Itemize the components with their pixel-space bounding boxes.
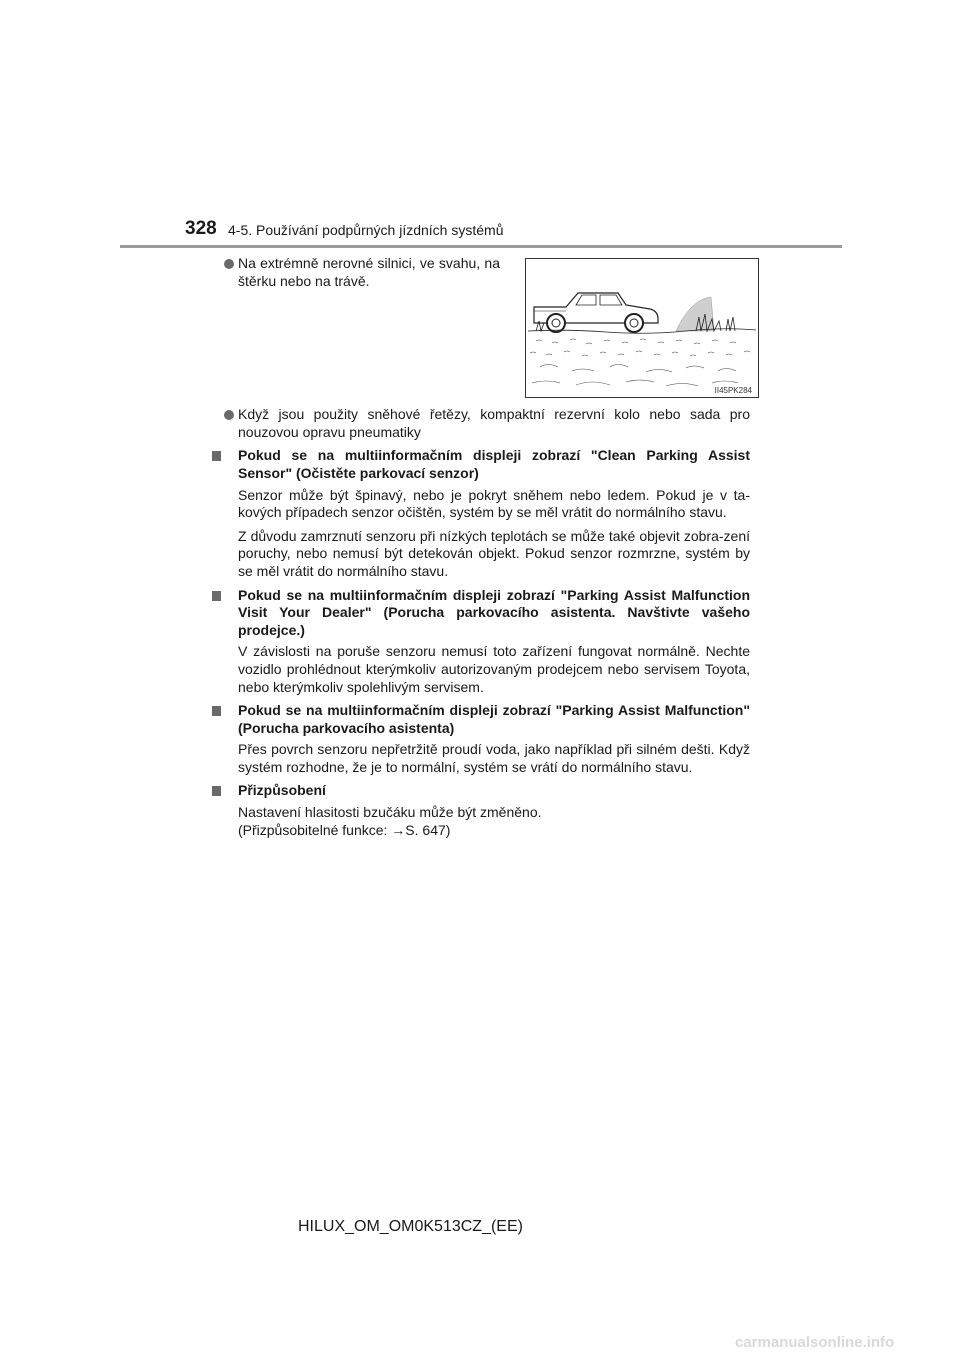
- customization-reference-link[interactable]: (Přizpůsobitelné funkce: →S. 647): [238, 821, 451, 838]
- square-bullet-icon: [212, 706, 221, 716]
- document-code: HILUX_OM_OM0K513CZ_(EE): [298, 1218, 523, 1235]
- bullet-icon: [224, 410, 234, 420]
- section-heading: Přizpůsobení: [238, 782, 326, 799]
- bullet-text: Když jsou použity sněhové řetězy, kompaktní rezervní kolo nebo sada pro nouzovou opravu pneumatiky: [238, 406, 750, 440]
- section-malfunction-visit-dealer: [210, 587, 750, 697]
- illustration-code: II45PK284: [714, 386, 752, 395]
- bullet-item: [210, 406, 750, 441]
- section-customization: [210, 782, 750, 839]
- section-paragraph: Senzor může být špinavý, nebo je pokryt sněhem nebo ledem. Pokud je v ta-kových případech senzor očištěn, systém by se měl vrátit do normálního stavu.: [238, 486, 750, 521]
- square-bullet-icon: [212, 786, 221, 796]
- bullet-icon: [224, 259, 234, 269]
- section-heading: Pokud se na multiinformačním displeji zobrazí "Clean Parking Assist Sensor" (Očistěte parkovací senzor): [238, 447, 750, 481]
- section-title: 4-5. Používání podpůrných jízdních systémů: [228, 222, 504, 238]
- bullet-text: Na extrémně nerovné silnici, ve svahu, na štěrku nebo na trávě.: [238, 255, 500, 289]
- square-bullet-icon: [212, 451, 221, 461]
- watermark: carmanualsonline.info: [735, 1334, 895, 1351]
- section-heading: Pokud se na multiinformačním displeji zobrazí "Parking Assist Malfunction" (Porucha parkovacího asistenta): [238, 702, 750, 736]
- square-bullet-icon: [212, 591, 221, 601]
- section-heading: Pokud se na multiinformačním displeji zobrazí "Parking Assist Malfunction Visit Your Dealer" (Porucha parkovacího asistenta. Navštivte vašeho prodejce.): [238, 586, 750, 638]
- section-paragraph: V závislosti na poruše senzoru nemusí toto zařízení fungovat normálně. Nechte vozidlo prohlédnout kterýmkoliv autorizovaným prodejcem nebo servisem Toyota, nebo kterýmkoliv spolehlivým servisem.: [238, 643, 750, 695]
- section-malfunction: [210, 702, 750, 776]
- bullet-item: [210, 255, 500, 290]
- page-number: 328: [185, 218, 217, 239]
- section-paragraph: Přes povrch senzoru nepřetržitě proudí voda, jako například při silném dešti. Když systém rozhodne, že je to normální, systém se vrátí do normálního stavu.: [238, 741, 750, 775]
- section-clean-sensor: [210, 447, 750, 580]
- header-divider: [120, 245, 842, 248]
- section-paragraph: Z důvodu zamrznutí senzoru při nízkých teplotách se může také objevit zobra-zení poruchy, nebo nemusí být detekován objekt. Pokud senzor rozmrzne, systém by se měl vrátit do normálního stavu.: [238, 527, 750, 579]
- page-content: [210, 255, 750, 839]
- section-paragraph: Nastavení hlasitosti bzučáku může být změněno.: [238, 804, 542, 821]
